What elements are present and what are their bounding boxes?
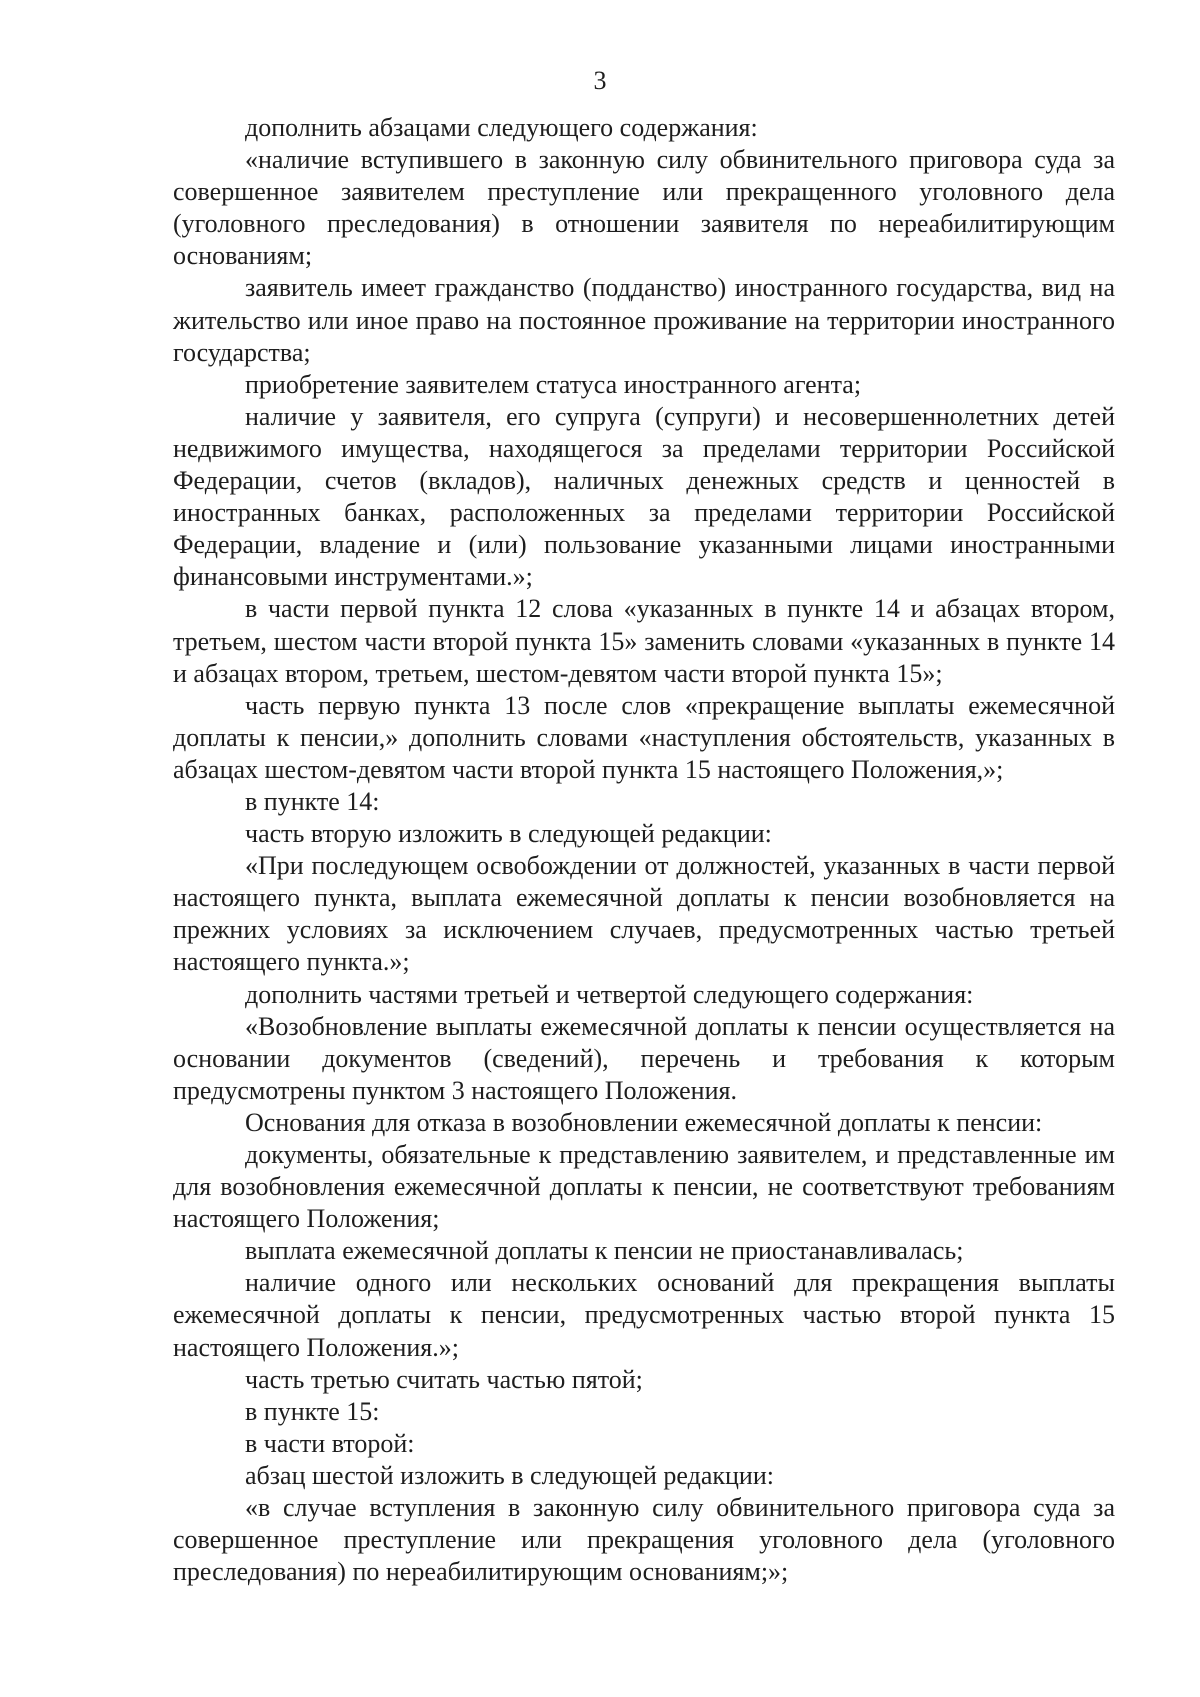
- paragraph: в пункте 14:: [245, 786, 380, 816]
- paragraph: дополнить частями третьей и четвертой следующего содержания:: [245, 979, 974, 1009]
- paragraph: абзац шестой изложить в следующей редакции:: [245, 1460, 774, 1490]
- paragraph: «в случае вступления в законную силу обвинительного приговора суда за совершенное преступление или прекращения уголовного дела (уголовного преследования) по нереабилитирующим основаниям;»;: [173, 1493, 1115, 1587]
- paragraph: часть вторую изложить в следующей редакции:: [245, 819, 772, 849]
- paragraph: часть третью считать частью пятой;: [245, 1364, 643, 1394]
- paragraph: в части первой пункта 12 слова «указанных в пункте 14 и абзацах втором, третьем, шестом части второй пункта 15» заменить словами «указанных в пункте 14 и абзацах втором, третьем, шестом-девятом части второй пункта 15»;: [173, 594, 1115, 688]
- paragraph: заявитель имеет гражданство (подданство) иностранного государства, вид на жительство или иное право на постоянное проживание на территории иностранного государства;: [173, 273, 1115, 367]
- paragraph: документы, обязательные к представлению заявителем, и представленные им для возобновления ежемесячной доплаты к пенсии, не соответствуют требованиям настоящего Положения;: [173, 1140, 1115, 1234]
- paragraph: наличие у заявителя, его супруга (супруги) и несовершеннолетних детей недвижимого имущества, находящегося за пределами территории Российской Федерации, счетов (вкладов), наличных денежных средств и ценностей в иностранных банках, расположенных за пределами территории Российской Федерации, владение и (или) пользование указанными лицами иностранными финансовыми инструментами.»;: [173, 401, 1115, 592]
- paragraph: «наличие вступившего в законную силу обвинительного приговора суда за совершенное заявителем преступление или прекращенного уголовного дела (уголовного преследования) в отношении заявителя по нереабилитирующим основаниям;: [173, 145, 1115, 271]
- page-number: 3: [593, 66, 607, 95]
- paragraph: Основания для отказа в возобновлении ежемесячной доплаты к пенсии:: [245, 1107, 1043, 1137]
- paragraph: «При последующем освобождении от должностей, указанных в части первой настоящего пункта, выплата ежемесячной доплаты к пенсии возобновляется на прежних условиях за исключением случаев, предусмотренных частью третьей настоящего пункта.»;: [173, 851, 1115, 977]
- paragraph: часть первую пункта 13 после слов «прекращение выплаты ежемесячной доплаты к пенсии,» дополнить словами «наступления обстоятельств, указанных в абзацах шестом-девятом части второй пункта 15 настоящего Положения,»;: [173, 690, 1115, 784]
- paragraph: в пункте 15:: [245, 1396, 380, 1426]
- document-body: [173, 112, 1115, 1588]
- paragraph: «Возобновление выплаты ежемесячной доплаты к пенсии осуществляется на основании документов (сведений), перечень и требования к которым предусмотрены пунктом 3 настоящего Положения.: [173, 1011, 1115, 1105]
- paragraph: наличие одного или нескольких оснований для прекращения выплаты ежемесячной доплаты к пенсии, предусмотренных частью второй пункта 15 настоящего Положения.»;: [173, 1268, 1115, 1362]
- paragraph: выплата ежемесячной доплаты к пенсии не приостанавливалась;: [245, 1236, 964, 1266]
- paragraph: в части второй:: [245, 1428, 415, 1458]
- paragraph: дополнить абзацами следующего содержания:: [245, 113, 758, 142]
- paragraph: приобретение заявителем статуса иностранного агента;: [245, 369, 862, 399]
